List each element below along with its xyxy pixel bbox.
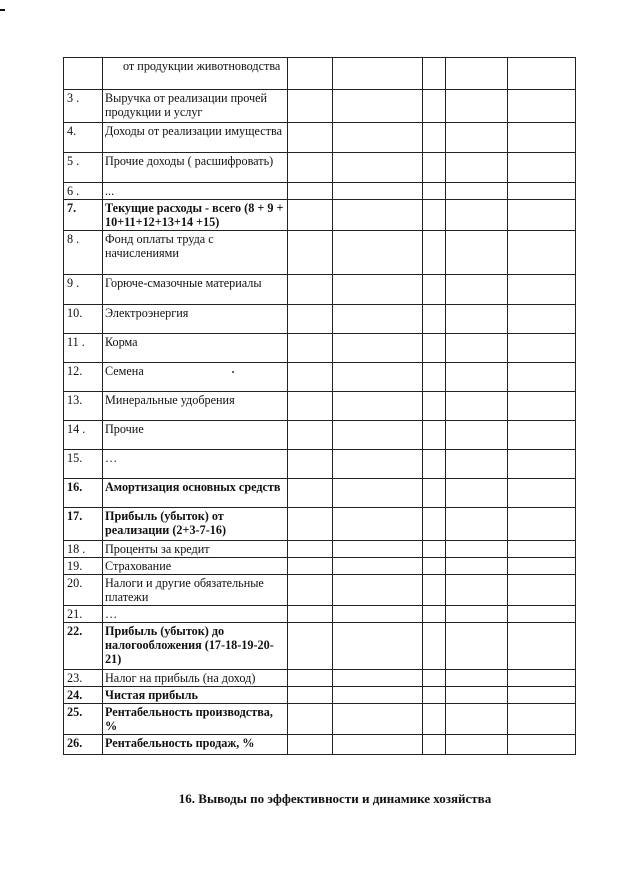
empty-value-cell[interactable] xyxy=(423,670,446,687)
empty-value-cell[interactable] xyxy=(423,558,446,575)
empty-value-cell[interactable] xyxy=(333,623,423,670)
empty-value-cell[interactable] xyxy=(446,575,508,606)
row-number: 6 . xyxy=(64,183,103,200)
stray-dot-mark xyxy=(232,371,234,373)
table-row xyxy=(64,508,576,541)
row-label xyxy=(103,623,288,670)
row-number: 11 . xyxy=(64,334,103,363)
empty-value-cell[interactable] xyxy=(423,334,446,363)
row-number: 15. xyxy=(64,450,103,479)
row-label-text: Корма xyxy=(105,335,138,349)
row-label-text: Выручка от реализации прочей продукции и услуг xyxy=(105,91,268,119)
row-label-text: Налог на прибыль (на доход) xyxy=(105,671,256,685)
empty-value-cell[interactable] xyxy=(288,200,333,231)
empty-value-cell[interactable] xyxy=(333,670,423,687)
empty-value-cell[interactable] xyxy=(288,606,333,623)
row-label-text: Текущие расходы - всего (8 + 9 + 10+11+12+13+14 +15) xyxy=(105,201,284,229)
empty-value-cell[interactable] xyxy=(288,558,333,575)
empty-value-cell[interactable] xyxy=(333,735,423,755)
table-row xyxy=(64,735,576,755)
row-number: 26. xyxy=(64,735,103,755)
empty-value-cell[interactable] xyxy=(423,687,446,704)
row-label xyxy=(103,687,288,704)
empty-value-cell[interactable] xyxy=(288,363,333,392)
empty-value-cell[interactable] xyxy=(333,541,423,558)
empty-value-cell[interactable] xyxy=(333,363,423,392)
row-label-text: Налоги и другие обязательные платежи xyxy=(105,576,264,604)
empty-value-cell[interactable] xyxy=(508,153,576,183)
empty-value-cell[interactable] xyxy=(333,183,423,200)
empty-value-cell[interactable] xyxy=(446,363,508,392)
empty-value-cell[interactable] xyxy=(423,58,446,90)
table-row xyxy=(64,623,576,670)
row-label xyxy=(103,421,288,450)
row-number: 18 . xyxy=(64,541,103,558)
row-label-text: Амортизация основных средств xyxy=(105,480,281,494)
row-label xyxy=(103,275,288,305)
row-label xyxy=(103,153,288,183)
empty-value-cell[interactable] xyxy=(508,541,576,558)
empty-value-cell[interactable] xyxy=(333,421,423,450)
empty-value-cell[interactable] xyxy=(508,735,576,755)
empty-value-cell[interactable] xyxy=(423,275,446,305)
empty-value-cell[interactable] xyxy=(333,687,423,704)
empty-value-cell[interactable] xyxy=(508,363,576,392)
row-number: 17. xyxy=(64,508,103,541)
row-number: 7. xyxy=(64,200,103,231)
row-label-text: Прибыль (убыток) от реализации (2+3-7-16) xyxy=(105,509,227,537)
row-label xyxy=(103,334,288,363)
empty-value-cell[interactable] xyxy=(288,450,333,479)
empty-value-cell[interactable] xyxy=(508,275,576,305)
table-row xyxy=(64,575,576,606)
row-label xyxy=(103,508,288,541)
row-number: 21. xyxy=(64,606,103,623)
empty-value-cell[interactable] xyxy=(423,704,446,735)
empty-value-cell[interactable] xyxy=(288,90,333,123)
empty-value-cell[interactable] xyxy=(288,704,333,735)
empty-value-cell[interactable] xyxy=(288,305,333,334)
empty-value-cell[interactable] xyxy=(288,541,333,558)
empty-value-cell[interactable] xyxy=(333,305,423,334)
empty-value-cell[interactable] xyxy=(288,735,333,755)
row-number: 13. xyxy=(64,392,103,421)
table-row xyxy=(64,90,576,123)
empty-value-cell[interactable] xyxy=(446,90,508,123)
empty-value-cell[interactable] xyxy=(446,735,508,755)
empty-value-cell[interactable] xyxy=(446,183,508,200)
row-label-text: Электроэнергия xyxy=(105,306,189,320)
empty-value-cell[interactable] xyxy=(288,508,333,541)
row-number: 16. xyxy=(64,479,103,508)
empty-value-cell[interactable] xyxy=(446,231,508,275)
empty-value-cell[interactable] xyxy=(288,670,333,687)
table-row xyxy=(64,541,576,558)
row-label-text: Чистая прибыль xyxy=(105,688,198,702)
row-number: 10. xyxy=(64,305,103,334)
empty-value-cell[interactable] xyxy=(508,334,576,363)
empty-value-cell[interactable] xyxy=(423,606,446,623)
empty-value-cell[interactable] xyxy=(423,200,446,231)
empty-value-cell[interactable] xyxy=(288,334,333,363)
empty-value-cell[interactable] xyxy=(446,508,508,541)
table-row xyxy=(64,704,576,735)
table-row xyxy=(64,421,576,450)
empty-value-cell[interactable] xyxy=(508,90,576,123)
empty-value-cell[interactable] xyxy=(508,687,576,704)
empty-value-cell[interactable] xyxy=(446,153,508,183)
empty-value-cell[interactable] xyxy=(423,450,446,479)
row-label-text: Рентабельность продаж, % xyxy=(105,736,255,750)
table-row xyxy=(64,606,576,623)
table-body xyxy=(64,58,576,755)
empty-value-cell[interactable] xyxy=(333,392,423,421)
empty-value-cell[interactable] xyxy=(446,687,508,704)
table-row xyxy=(64,123,576,153)
empty-value-cell[interactable] xyxy=(333,508,423,541)
financial-results-table xyxy=(63,57,576,755)
empty-value-cell[interactable] xyxy=(446,305,508,334)
empty-value-cell[interactable] xyxy=(508,183,576,200)
table-row xyxy=(64,558,576,575)
empty-value-cell[interactable] xyxy=(423,479,446,508)
empty-value-cell[interactable] xyxy=(508,200,576,231)
row-number: 14 . xyxy=(64,421,103,450)
row-label-text: Прибыль (убыток) до налогообложения (17-18-19-20-21) xyxy=(105,624,274,666)
empty-value-cell[interactable] xyxy=(333,450,423,479)
empty-value-cell[interactable] xyxy=(446,450,508,479)
empty-value-cell[interactable] xyxy=(508,392,576,421)
row-label xyxy=(103,305,288,334)
row-number: 3 . xyxy=(64,90,103,123)
row-label-text: Фонд оплаты труда с начислениями xyxy=(105,232,214,260)
table-row xyxy=(64,334,576,363)
empty-value-cell[interactable] xyxy=(508,479,576,508)
empty-value-cell[interactable] xyxy=(333,275,423,305)
empty-value-cell[interactable] xyxy=(333,479,423,508)
empty-value-cell[interactable] xyxy=(288,575,333,606)
table-row xyxy=(64,275,576,305)
row-label xyxy=(103,231,288,275)
row-label xyxy=(103,90,288,123)
table-row xyxy=(64,153,576,183)
empty-value-cell[interactable] xyxy=(446,704,508,735)
row-number: 12. xyxy=(64,363,103,392)
row-label xyxy=(103,558,288,575)
empty-value-cell[interactable] xyxy=(446,479,508,508)
empty-value-cell[interactable] xyxy=(508,558,576,575)
empty-value-cell[interactable] xyxy=(333,231,423,275)
table-row xyxy=(64,687,576,704)
row-label-text: Семена xyxy=(105,364,144,378)
row-label-text: Страхование xyxy=(105,559,172,573)
empty-value-cell[interactable] xyxy=(423,153,446,183)
empty-value-cell[interactable] xyxy=(423,392,446,421)
empty-value-cell[interactable] xyxy=(446,670,508,687)
row-label-text: Прочие доходы ( расшифровать) xyxy=(105,154,274,168)
empty-value-cell[interactable] xyxy=(508,450,576,479)
row-label xyxy=(103,183,288,200)
empty-value-cell[interactable] xyxy=(423,231,446,275)
row-label-text: Проценты за кредит xyxy=(105,542,210,556)
table-row xyxy=(64,305,576,334)
empty-value-cell[interactable] xyxy=(446,334,508,363)
empty-value-cell[interactable] xyxy=(288,123,333,153)
row-label-text: от продукции животноводства xyxy=(123,59,281,73)
empty-value-cell[interactable] xyxy=(423,363,446,392)
row-number xyxy=(64,58,103,90)
row-label-text: … xyxy=(105,607,118,621)
row-number: 8 . xyxy=(64,231,103,275)
empty-value-cell[interactable] xyxy=(446,392,508,421)
row-label xyxy=(103,575,288,606)
table-row xyxy=(64,183,576,200)
row-label xyxy=(103,735,288,755)
empty-value-cell[interactable] xyxy=(333,58,423,90)
row-label xyxy=(103,58,288,90)
empty-value-cell[interactable] xyxy=(508,606,576,623)
empty-value-cell[interactable] xyxy=(423,623,446,670)
empty-value-cell[interactable] xyxy=(333,90,423,123)
table-row xyxy=(64,450,576,479)
empty-value-cell[interactable] xyxy=(423,90,446,123)
empty-value-cell[interactable] xyxy=(446,558,508,575)
table-row xyxy=(64,231,576,275)
empty-value-cell[interactable] xyxy=(508,575,576,606)
empty-value-cell[interactable] xyxy=(423,421,446,450)
row-number: 19. xyxy=(64,558,103,575)
row-label xyxy=(103,123,288,153)
row-label xyxy=(103,479,288,508)
empty-value-cell[interactable] xyxy=(333,123,423,153)
table-row xyxy=(64,58,576,90)
empty-value-cell[interactable] xyxy=(446,58,508,90)
section-heading: 16. Выводы по эффективности и динамике хозяйства xyxy=(178,791,492,806)
empty-value-cell[interactable] xyxy=(288,183,333,200)
empty-value-cell[interactable] xyxy=(288,623,333,670)
row-label-text: Доходы от реализации имущества xyxy=(105,124,282,138)
empty-value-cell[interactable] xyxy=(333,200,423,231)
empty-value-cell[interactable] xyxy=(288,392,333,421)
empty-value-cell[interactable] xyxy=(508,305,576,334)
empty-value-cell[interactable] xyxy=(288,58,333,90)
empty-value-cell[interactable] xyxy=(288,275,333,305)
empty-value-cell[interactable] xyxy=(508,421,576,450)
table-row xyxy=(64,200,576,231)
table-row xyxy=(64,479,576,508)
row-number: 22. xyxy=(64,623,103,670)
row-label-text: ... xyxy=(105,184,115,198)
row-number: 20. xyxy=(64,575,103,606)
row-label-text: Прочие xyxy=(105,422,144,436)
empty-value-cell[interactable] xyxy=(333,606,423,623)
empty-value-cell[interactable] xyxy=(333,558,423,575)
row-label xyxy=(103,363,288,392)
row-label xyxy=(103,541,288,558)
row-label-text: … xyxy=(105,451,118,465)
empty-value-cell[interactable] xyxy=(446,275,508,305)
empty-value-cell[interactable] xyxy=(288,687,333,704)
empty-value-cell[interactable] xyxy=(288,153,333,183)
row-number: 24. xyxy=(64,687,103,704)
empty-value-cell[interactable] xyxy=(333,575,423,606)
empty-value-cell[interactable] xyxy=(423,508,446,541)
row-label-text: Рентабельность производства, % xyxy=(105,705,273,733)
row-number: 25. xyxy=(64,704,103,735)
empty-value-cell[interactable] xyxy=(288,231,333,275)
empty-value-cell[interactable] xyxy=(423,541,446,558)
empty-value-cell[interactable] xyxy=(423,305,446,334)
table-row xyxy=(64,670,576,687)
empty-value-cell[interactable] xyxy=(508,704,576,735)
empty-value-cell[interactable] xyxy=(423,123,446,153)
empty-value-cell[interactable] xyxy=(333,704,423,735)
empty-value-cell[interactable] xyxy=(333,153,423,183)
empty-value-cell[interactable] xyxy=(508,508,576,541)
empty-value-cell[interactable] xyxy=(508,58,576,90)
table-row xyxy=(64,363,576,392)
row-label xyxy=(103,704,288,735)
empty-value-cell[interactable] xyxy=(446,200,508,231)
empty-value-cell[interactable] xyxy=(446,606,508,623)
row-number: 4. xyxy=(64,123,103,153)
row-number: 5 . xyxy=(64,153,103,183)
row-label xyxy=(103,670,288,687)
row-number: 9 . xyxy=(64,275,103,305)
table-row xyxy=(64,392,576,421)
empty-value-cell[interactable] xyxy=(508,231,576,275)
row-number: 23. xyxy=(64,670,103,687)
row-label-text: Горюче-смазочные материалы xyxy=(105,276,262,290)
empty-value-cell[interactable] xyxy=(508,123,576,153)
empty-value-cell[interactable] xyxy=(446,541,508,558)
row-label-text: Минеральные удобрения xyxy=(105,393,235,407)
empty-value-cell[interactable] xyxy=(446,623,508,670)
empty-value-cell[interactable] xyxy=(423,575,446,606)
row-label xyxy=(103,392,288,421)
empty-value-cell[interactable] xyxy=(423,735,446,755)
page-corner-mark xyxy=(0,9,5,11)
row-label xyxy=(103,606,288,623)
empty-value-cell[interactable] xyxy=(446,421,508,450)
row-label xyxy=(103,200,288,231)
empty-value-cell[interactable] xyxy=(508,623,576,670)
empty-value-cell[interactable] xyxy=(446,123,508,153)
empty-value-cell[interactable] xyxy=(288,421,333,450)
empty-value-cell[interactable] xyxy=(333,334,423,363)
empty-value-cell[interactable] xyxy=(288,479,333,508)
empty-value-cell[interactable] xyxy=(423,183,446,200)
empty-value-cell[interactable] xyxy=(508,670,576,687)
row-label xyxy=(103,450,288,479)
